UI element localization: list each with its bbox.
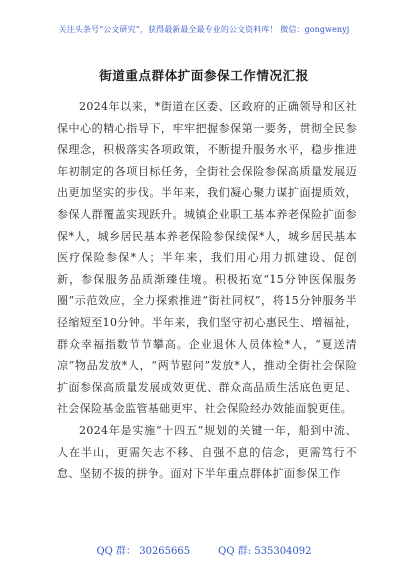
footer-qq-group-1: QQ 群： 30265665 bbox=[96, 546, 191, 557]
header-promo-note: 关注头条号“公文研究”，获得最新最全最专业的公文资料库！ 微信：gongwenyj bbox=[58, 25, 350, 34]
body-paragraph-1: 2024年以来，*街道在区委、区政府的正确领导和区社保中心的精心指导下，牢牢把握参保第一要务，贯彻全民参保理念，积极落实各项政策，不断提升服务水平，稳步推进年初制定的各项目标任务，全街社会保险参保高质量发展迈出更加坚实的步伐。半年来，我们凝心聚力谋扩面提质效，参保人群覆盖实现跃升。城镇企业职工基本养老保险扩面参保*人，城乡居民基本养老保险参保续保*人，城乡居民基本医疗保险参保*人；半年来，我们用心用力抓建设、促创新，参保服务品质渐臻佳境。积极拓宽“15分钟医保服务圈”示范效应，全力探索推进“街社同权”，将15分钟服务半径缩短至10分钟。半年来，我们坚守初心惠民生、增福祉，群众幸福指数节节攀高。企业退休人员体检*人，“夏送清凉”物品发放*人，“两节慰问”发放*人，推动全街社会保险扩面参保高质量发展成效更优、群众高品质生活底色更足、社会保险基金监管基础更牢、社会保险经办效能面貌更佳。 bbox=[57, 100, 357, 416]
footer-qq-group-2: QQ 群: 535304092 bbox=[218, 546, 312, 557]
body-paragraph-2: 2024年是实施“十四五”规划的关键一年，船到中流、人在半山，更需矢志不移、自强不息的信念，更需笃行不怠、坚韧不拔的拼争。面对下半年重点群体扩面参保工作 bbox=[57, 423, 357, 481]
footer-qq-groups bbox=[0, 542, 408, 557]
document-body bbox=[57, 96, 357, 485]
document-title: 街道重点群体扩面参保工作情况汇报 bbox=[99, 68, 309, 83]
